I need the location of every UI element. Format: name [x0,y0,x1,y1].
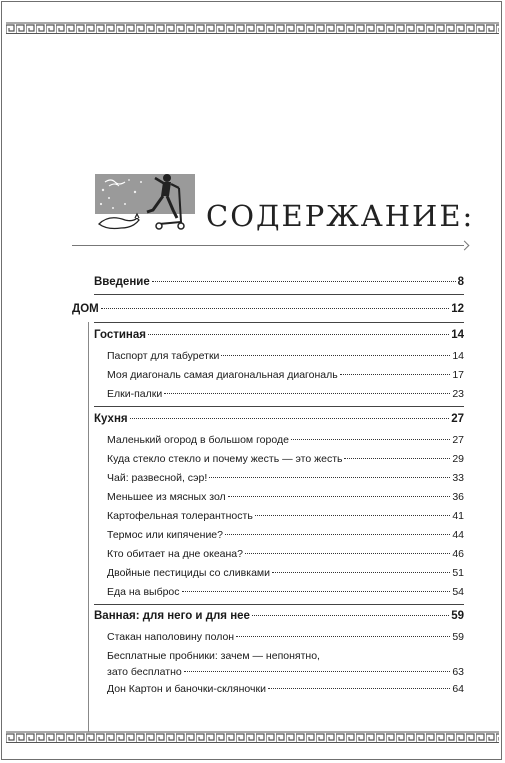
toc-entry-page: 63 [452,666,464,678]
toc-entry-label: Кухня [94,413,128,425]
dot-leader [152,281,456,282]
toc-entry-page: 46 [452,548,464,560]
dot-leader [209,477,450,478]
toc-entry-page: 14 [451,329,464,341]
toc-item-multiline[interactable] [107,650,464,678]
toc-item[interactable] [107,529,464,541]
toc-entry-label: Термос или кипячение? [107,529,223,541]
dot-leader [291,439,450,440]
dot-leader [164,393,450,394]
section-divider [94,322,464,323]
page-title: СОДЕРЖАНИЕ: [206,199,475,233]
toc-entry-label: Паспорт для табуретки [107,350,220,362]
section-divider [94,294,464,295]
toc-item[interactable] [107,388,464,400]
toc-entry-label-line2: зато бесплатно [107,666,182,678]
toc-entry-label: Двойные пестициды со сливками [107,567,270,579]
toc-entry-page: 64 [452,683,464,695]
toc-entry-page: 36 [452,491,464,503]
toc-entry-page: 27 [452,434,464,446]
toc-entry-page: 27 [451,413,464,425]
dot-leader [236,636,450,637]
dot-leader [272,572,450,573]
dot-leader [268,688,450,689]
toc-entry-label: Куда стекло стекло и почему жесть — это жесть [107,453,343,465]
toc-entry-page: 29 [452,453,464,465]
dot-leader [184,671,451,672]
toc-entry-label: Стакан наполовину полон [107,631,235,643]
toc-chapter-gostinaya[interactable] [94,329,464,341]
toc-entry-page: 41 [452,510,464,522]
toc-entry-introduction[interactable] [94,276,464,288]
toc-item[interactable] [107,631,464,643]
toc-item[interactable] [107,472,464,484]
toc-entry-label: Чай: развесной, сэр! [107,472,208,484]
toc-entry-line2 [107,666,464,678]
toc-chapter-vannaya[interactable] [94,610,464,622]
section-divider [94,406,464,407]
toc-item[interactable] [107,453,464,465]
toc-entry-label: Моя диагональ самая диагональная диагональ [107,369,338,381]
toc-entry-label: Еда на выброс [107,586,180,598]
toc-item[interactable] [107,683,464,695]
greek-key-border-top [6,22,499,34]
dot-leader [130,418,450,419]
toc-item[interactable] [107,510,464,522]
toc-entry-label: Маленький огород в большом городе [107,434,289,446]
toc-entry-label: ДОМ [72,303,99,315]
toc-entry-page: 17 [452,369,464,381]
dot-leader [252,615,449,616]
toc-entry-label: Гостиная [94,329,146,341]
toc-item[interactable] [107,548,464,560]
toc-entry-page: 59 [452,631,464,643]
toc-item[interactable] [107,491,464,503]
toc-entry-label-line1: Бесплатные пробники: зачем — непонятно, [107,650,320,662]
toc-entry-page: 51 [452,567,464,579]
dot-leader [225,534,450,535]
toc-entry-label: Введение [94,276,150,288]
toc-entry-label: Меньшее из мясных зол [107,491,226,503]
dot-leader [245,553,450,554]
dot-leader [344,458,450,459]
toc-item[interactable] [107,350,464,362]
section-vertical-bar [88,322,89,732]
dot-leader [255,515,451,516]
title-divider-arrow [72,245,464,246]
toc-entry-page: 8 [457,276,464,288]
dot-leader [148,334,449,335]
toc-item[interactable] [107,567,464,579]
toc-part-dom[interactable] [72,303,464,315]
dot-leader [221,355,450,356]
toc-chapter-kuhnya[interactable] [94,413,464,425]
toc-entry-label: Кто обитает на дне океана? [107,548,243,560]
dot-leader [228,496,451,497]
toc-entry-label: Елки-палки [107,388,163,400]
toc-entry-page: 14 [452,350,464,362]
toc-entry-page: 33 [452,472,464,484]
toc-entry-page: 23 [452,388,464,400]
toc-entry-page: 12 [451,303,464,315]
dot-leader [182,591,451,592]
dot-leader [101,308,449,309]
toc-entry-label: Картофельная толерантность [107,510,253,522]
toc-entry-page: 59 [451,610,464,622]
running-person-illustration [95,170,195,236]
toc-entry-label: Дон Картон и баночки-скляночки [107,683,266,695]
toc-item[interactable] [107,434,464,446]
dot-leader [340,374,451,375]
toc-item[interactable] [107,369,464,381]
greek-key-border-bottom [6,731,499,743]
section-divider [94,604,464,605]
toc-entry-page: 44 [452,529,464,541]
toc-item[interactable] [107,586,464,598]
toc-entry-page: 54 [452,586,464,598]
toc-entry-label: Ванная: для него и для нее [94,610,250,622]
